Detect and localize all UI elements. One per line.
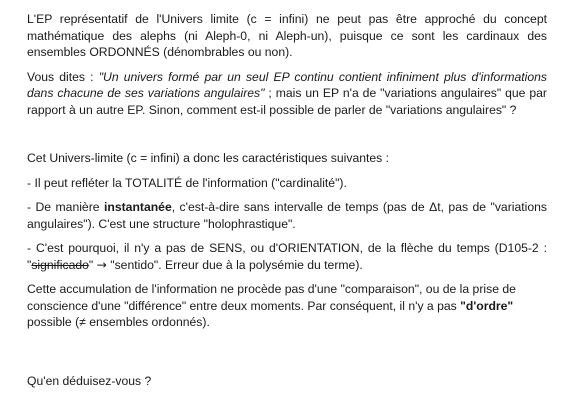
accumulation-lead: Cette accumulation de l'information ne procède pas d'une "comparaison", ou de la prise de conscience d'une "différence" entre deux moments. Par conséquent, il n'y a pas [27, 282, 516, 313]
document-body [27, 11, 547, 389]
orientation-lead: - C'est pourquoi, il n'y a pas de SENS, ou d'ORIENTATION, de la flèche du temps (D105-2 : " [27, 241, 547, 272]
orientation-tail: "sentido". Erreur due à la polysémie du terme). [106, 257, 363, 272]
list-item-instantaneous [27, 199, 547, 232]
paragraph-quote [27, 69, 547, 119]
accumulation-bold: "d'ordre" [460, 298, 514, 313]
struck-word: significado [31, 257, 89, 272]
closing-question: Qu'en déduisez-vous ? [27, 373, 152, 388]
orientation-mid: " [88, 257, 97, 272]
instantaneous-bold: instantanée [104, 200, 172, 214]
quote-tail: ; mais un EP n'a de "variations angulaires" que par rapport à un autre EP. Sinon, comment est-il possible de parler de "variations angulaires" ? [27, 86, 547, 117]
list-item-totality: - Il peut refléter la TOTALITÉ de l'information ("cardinalité"). [27, 175, 347, 190]
right-arrow-icon: → [96, 257, 107, 272]
paragraph-accumulation [27, 281, 547, 331]
list-item-orientation [27, 240, 547, 273]
instantaneous-lead: - De manière [27, 200, 104, 214]
paragraph-characteristics-intro: Cet Univers-limite (c = infini) a donc les caractéristiques suivantes : [27, 151, 390, 165]
quote-italic: "Un univers formé par un seul EP continu contient infiniment plus d'informations dans chacune de ses variations angulaires" [27, 69, 547, 100]
quote-lead: Vous dites : [27, 69, 99, 84]
paragraph-alephs: L'EP représentatif de l'Univers limite (c = infini) ne peut pas être approché du concept mathématique des alephs (ni Aleph-0, ni Aleph-un), puisque ce sont les cardinaux des ensembles ORDONNÉS (dénombrables ou non). [27, 12, 547, 59]
instantaneous-tail: , c'est-à-dire sans intervalle de temps (pas de Δt, pas de "variations angulaires"). C'est une structure "holophrastique". [27, 200, 547, 231]
accumulation-tail: possible (≠ ensembles ordonnés). [27, 315, 210, 329]
